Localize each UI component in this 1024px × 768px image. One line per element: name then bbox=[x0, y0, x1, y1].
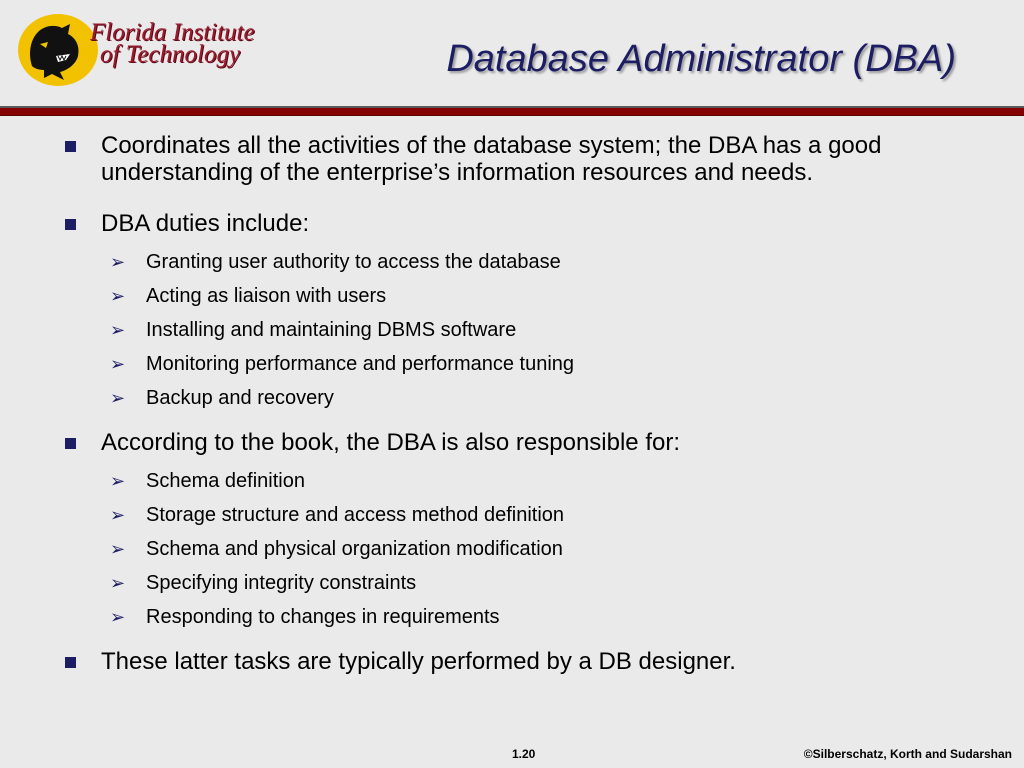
arrow-bullet-icon: ➢ bbox=[110, 607, 126, 627]
sub-bullet-text: Schema and physical organization modification bbox=[146, 538, 563, 560]
sub-bullet-text: Acting as liaison with users bbox=[146, 285, 387, 307]
bullet-item bbox=[0, 132, 1024, 186]
arrow-bullet-icon: ➢ bbox=[110, 354, 126, 374]
bullet-item bbox=[0, 210, 1024, 237]
panther-emblem-icon bbox=[18, 14, 98, 86]
sub-bullet-text: Specifying integrity constraints bbox=[146, 572, 417, 594]
sub-bullet-item bbox=[0, 600, 1024, 634]
slide-content bbox=[0, 132, 1024, 675]
sub-bullet-text: Granting user authority to access the database bbox=[146, 251, 561, 273]
bullet-text: According to the book, the DBA is also responsible for: bbox=[101, 429, 680, 456]
sub-bullet-item bbox=[0, 566, 1024, 600]
arrow-bullet-icon: ➢ bbox=[110, 252, 126, 272]
sub-bullet-item bbox=[0, 498, 1024, 532]
bullet-text: DBA duties include: bbox=[101, 210, 310, 237]
square-bullet-icon bbox=[65, 141, 76, 152]
bullet-text: Coordinates all the activities of the database system; the DBA has a good understanding of the enterprise’s information resources and needs. bbox=[101, 132, 882, 186]
square-bullet-icon bbox=[65, 657, 76, 668]
sub-bullet-text: Storage structure and access method definition bbox=[146, 504, 565, 526]
sub-bullet-item bbox=[0, 313, 1024, 347]
arrow-bullet-icon: ➢ bbox=[110, 471, 126, 491]
sub-bullet-text: Monitoring performance and performance tuning bbox=[146, 353, 575, 375]
arrow-bullet-icon: ➢ bbox=[110, 388, 126, 408]
arrow-bullet-icon: ➢ bbox=[110, 573, 126, 593]
arrow-bullet-icon: ➢ bbox=[110, 505, 126, 525]
square-bullet-icon bbox=[65, 438, 76, 449]
arrow-bullet-icon: ➢ bbox=[110, 320, 126, 340]
institute-name-line1: Florida Institute bbox=[90, 19, 255, 46]
bullet-text: These latter tasks are typically performed by a DB designer. bbox=[101, 648, 736, 675]
bullet-item bbox=[0, 648, 1024, 675]
sub-bullet-text: Schema definition bbox=[146, 470, 305, 492]
sub-bullet-text: Responding to changes in requirements bbox=[146, 606, 500, 628]
sub-bullet-item bbox=[0, 279, 1024, 313]
sub-bullet-item bbox=[0, 347, 1024, 381]
arrow-bullet-icon: ➢ bbox=[110, 286, 126, 306]
bullet-item bbox=[0, 429, 1024, 456]
copyright-notice: ©Silberschatz, Korth and Sudarshan bbox=[803, 747, 1012, 761]
institute-name bbox=[90, 19, 255, 68]
institute-logo bbox=[18, 14, 258, 90]
arrow-bullet-icon: ➢ bbox=[110, 539, 126, 559]
title-divider bbox=[0, 106, 1024, 116]
sub-bullet-item bbox=[0, 245, 1024, 279]
slide-title: Database Administrator (DBA) bbox=[446, 38, 956, 80]
sub-bullet-item bbox=[0, 464, 1024, 498]
slide-number: 1.20 bbox=[512, 747, 536, 761]
sub-bullet-item bbox=[0, 381, 1024, 415]
sub-bullet-text: Installing and maintaining DBMS software bbox=[146, 319, 517, 341]
square-bullet-icon bbox=[65, 219, 76, 230]
sub-bullet-item bbox=[0, 532, 1024, 566]
sub-bullet-text: Backup and recovery bbox=[146, 387, 334, 409]
institute-name-line2: of Technology bbox=[100, 41, 241, 68]
